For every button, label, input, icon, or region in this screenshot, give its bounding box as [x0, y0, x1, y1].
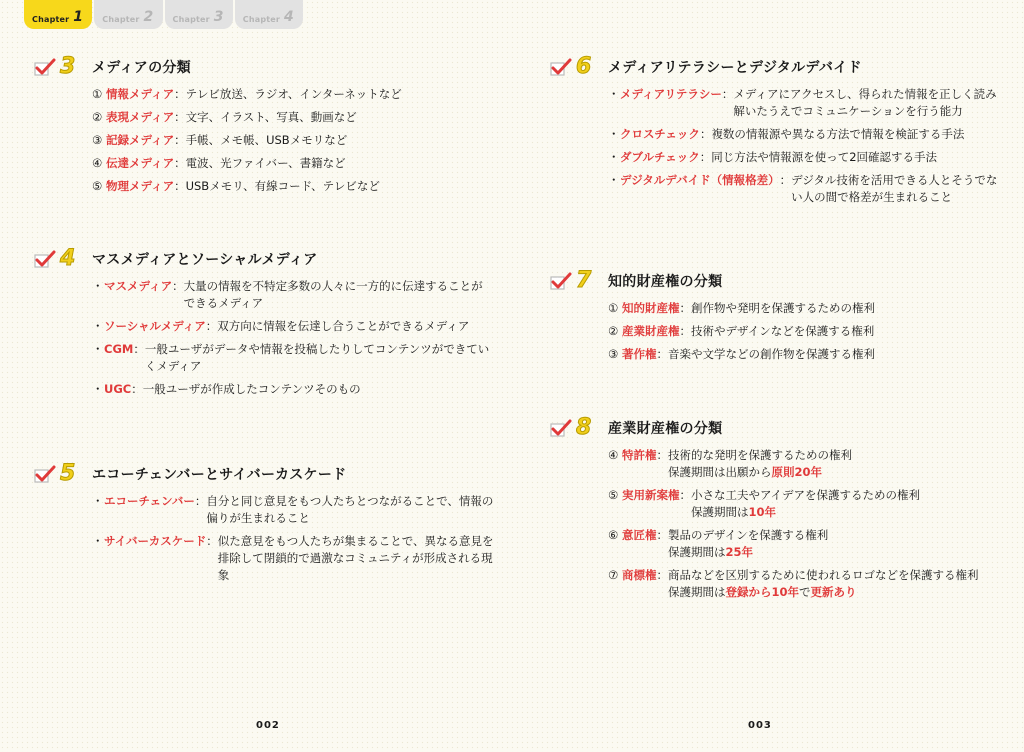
item-colon: ：: [174, 87, 186, 101]
item-colon: ：: [133, 342, 145, 356]
item-term: 著作権: [622, 347, 657, 361]
item-colon: ：: [172, 279, 184, 293]
item-definition: テレビ放送、ラジオ、インターネットなど: [185, 87, 402, 101]
item-definition: 複数の情報源や異なる方法で情報を検証する手法: [711, 127, 965, 141]
section-4: [34, 246, 494, 398]
item-colon: ：: [205, 319, 218, 333]
section-8: [550, 415, 1010, 601]
section-number: 4: [60, 246, 76, 271]
list-item: [92, 109, 494, 126]
item-colon: ：: [174, 179, 186, 193]
item-definition: 音楽や文学などの創作物を保護する権利: [668, 347, 875, 361]
item-marker: ⑤: [608, 488, 619, 502]
item-definition: 文字、イラスト、写真、動画など: [185, 110, 357, 124]
period-value: 10年: [748, 505, 777, 519]
list-item: [92, 381, 494, 398]
list-item: [92, 178, 494, 195]
item-definition-text: 商品などを区別するために使われるロゴなどを保護する権利: [668, 568, 979, 582]
item-colon: ：: [174, 156, 186, 170]
item-term: 産業財産権: [622, 324, 680, 338]
item-marker: ①: [92, 87, 103, 101]
period-value: 25年: [725, 545, 754, 559]
item-marker: ④: [92, 156, 103, 170]
chapter-tabs: [24, 0, 305, 29]
item-definition: 手帳、メモ帳、USBメモリなど: [185, 133, 348, 147]
item-marker: ④: [608, 448, 619, 462]
item-definition: 創作物や発明を保護するための権利: [691, 301, 875, 315]
item-definition: 一般ユーザが作成したコンテンツそのもの: [142, 382, 361, 396]
section-title: マスメディアとソーシャルメディア: [92, 252, 318, 268]
item-term: マスメディア: [104, 279, 173, 293]
tab-label: Chapter: [32, 15, 70, 24]
list-item: [608, 323, 1000, 340]
list-item: [92, 132, 494, 149]
section-7: [550, 268, 1000, 363]
item-colon: ：: [679, 488, 691, 502]
list-item: [92, 341, 494, 375]
period-prefix: 保護期間は: [668, 545, 726, 559]
section-number: 5: [60, 461, 76, 486]
item-colon: ：: [679, 324, 691, 338]
tab-label: Chapter: [172, 15, 210, 24]
item-term: 実用新案権: [622, 488, 680, 502]
checkbox-check-icon: [34, 249, 56, 269]
list-item: [608, 86, 1000, 120]
period-prefix: 保護期間は: [691, 505, 749, 519]
list-item: [608, 300, 1000, 317]
section-5: [34, 461, 494, 584]
tab-number: 3: [213, 9, 224, 25]
item-term: 記録メディア: [106, 133, 175, 147]
item-term: UGC: [104, 382, 132, 396]
item-colon: ：: [206, 534, 218, 548]
list-item: [608, 487, 1010, 521]
section-6: [550, 54, 1000, 206]
item-definition: 双方向に情報を伝達し合うことができるメディア: [217, 319, 470, 333]
period-renewal: 更新あり: [810, 585, 857, 599]
page-number-right: 003: [748, 720, 772, 731]
item-definition: [668, 527, 1010, 561]
period-value: 原則20年: [771, 465, 823, 479]
item-term: 意匠権: [622, 528, 657, 542]
item-colon: ：: [721, 87, 734, 101]
checkbox-check-icon: [34, 464, 56, 484]
item-marker: ⑥: [608, 528, 619, 542]
section-title: メディアリテラシーとデジタルデバイド: [608, 60, 862, 76]
list-item: [608, 126, 1000, 143]
item-colon: ：: [679, 301, 691, 315]
item-definition: メディアにアクセスし、得られた情報を正しく読み解いたうえでコミュニケーションを行う能力: [733, 87, 997, 118]
list-item: [92, 533, 494, 584]
tab-number: 4: [284, 9, 294, 25]
checkbox-check-icon: [550, 418, 572, 438]
section-number: 8: [576, 415, 592, 440]
section-title: 産業財産権の分類: [608, 421, 723, 437]
protection-period: [668, 545, 753, 559]
list-item: [92, 155, 494, 172]
item-bullet: ・: [92, 319, 104, 333]
item-bullet: ・: [92, 382, 104, 396]
item-definition: 似た意見をもつ人たちが集まることで、異なる意見を排除して閉鎖的で過激なコミュニティが形成される現象: [217, 534, 494, 582]
period-prefix: 保護期間は出願から: [668, 465, 772, 479]
item-term: 商標権: [622, 568, 657, 582]
list-item: [92, 493, 494, 527]
list-item: [92, 318, 494, 335]
item-definition: 大量の情報を不特定多数の人々に一方的に伝達することができるメディア: [183, 279, 483, 310]
item-definition: 電波、光ファイバー、書籍など: [185, 156, 346, 170]
section-header: [34, 54, 494, 80]
list-item: [608, 527, 1010, 561]
list-item: [608, 567, 1010, 601]
protection-period: [691, 505, 776, 519]
checkbox-check-icon: [550, 271, 572, 291]
page-number-left: 002: [256, 720, 280, 731]
item-bullet: ・: [608, 173, 620, 187]
checkbox-check-icon: [550, 57, 572, 77]
item-term: 特許権: [622, 448, 657, 462]
item-term: ソーシャルメディア: [104, 319, 206, 333]
item-marker: ②: [608, 324, 619, 338]
item-marker: ⑤: [92, 179, 103, 193]
item-definition: [691, 487, 1010, 521]
item-colon: ：: [699, 127, 712, 141]
item-definition-text: 製品のデザインを保護する権利: [668, 528, 829, 542]
item-term: エコーチェンバー: [104, 494, 195, 508]
list-item: [92, 278, 494, 312]
section-number: 7: [576, 268, 592, 293]
item-colon: ：: [699, 150, 712, 164]
item-marker: ①: [608, 301, 619, 315]
item-colon: ：: [656, 528, 668, 542]
item-colon: ：: [779, 173, 792, 187]
tab-chapter-1[interactable]: [24, 0, 92, 29]
item-definition: USBメモリ、有線コード、テレビなど: [185, 179, 380, 193]
item-term: メディアリテラシー: [620, 87, 722, 101]
item-colon: ：: [131, 382, 143, 396]
section-title: メディアの分類: [92, 60, 191, 76]
section-title: エコーチェンバーとサイバーカスケード: [92, 467, 347, 483]
item-definition-text: 小さな工夫やアイデアを保護するための権利: [691, 488, 920, 502]
tab-chapter-3[interactable]: [165, 0, 233, 29]
tab-chapter-4[interactable]: [235, 0, 303, 29]
item-term: 知的財産権: [622, 301, 680, 315]
item-colon: ：: [174, 133, 186, 147]
list-item: [92, 86, 494, 103]
item-marker: ③: [92, 133, 103, 147]
list-item: [608, 149, 1000, 166]
item-term: デジタルデバイド（情報格差）: [620, 173, 780, 187]
item-term: ダブルチェック: [620, 150, 700, 164]
list-item: [608, 346, 1000, 363]
list-item: [608, 447, 1010, 481]
item-bullet: ・: [608, 127, 620, 141]
item-term: クロスチェック: [620, 127, 700, 141]
item-definition: [668, 567, 1010, 601]
section-header: [34, 246, 494, 272]
item-colon: ：: [194, 494, 207, 508]
item-definition: 同じ方法や情報源を使って2回確認する手法: [711, 150, 938, 164]
item-marker: ⑦: [608, 568, 619, 582]
item-term: 情報メディア: [106, 87, 175, 101]
item-definition-text: 技術的な発明を保護するための権利: [668, 448, 852, 462]
tab-number: 1: [73, 9, 84, 25]
protection-period: [668, 465, 822, 479]
item-colon: ：: [656, 568, 668, 582]
section-header: [550, 54, 1000, 80]
section-number: 3: [60, 54, 76, 79]
item-marker: ②: [92, 110, 103, 124]
item-definition: 自分と同じ意見をもつ人たちとつながることで、情報の偏りが生まれること: [206, 494, 494, 525]
checkbox-check-icon: [34, 57, 56, 77]
period-prefix: 保護期間は: [668, 585, 726, 599]
item-term: サイバーカスケード: [104, 534, 207, 548]
list-item: [608, 172, 1000, 206]
item-term: CGM: [104, 342, 134, 356]
item-bullet: ・: [92, 279, 104, 293]
tab-chapter-2[interactable]: [94, 0, 162, 29]
section-header: [34, 461, 494, 487]
period-value: 登録から10年: [725, 585, 800, 599]
section-title: 知的財産権の分類: [608, 274, 723, 290]
item-bullet: ・: [92, 494, 104, 508]
item-colon: ：: [656, 347, 668, 361]
period-connector: で: [799, 585, 811, 599]
tab-number: 2: [143, 9, 154, 25]
tab-label: Chapter: [102, 15, 140, 24]
tab-label: Chapter: [242, 15, 281, 24]
item-term: 表現メディア: [106, 110, 175, 124]
item-colon: ：: [656, 448, 668, 462]
item-term: 伝達メディア: [106, 156, 175, 170]
item-term: 物理メディア: [106, 179, 175, 193]
item-marker: ③: [608, 347, 619, 361]
section-3: [34, 54, 494, 195]
item-colon: ：: [174, 110, 186, 124]
section-header: [550, 268, 1000, 294]
section-number: 6: [576, 54, 592, 79]
item-definition: 技術やデザインなどを保護する権利: [691, 324, 875, 338]
protection-period: [668, 585, 857, 599]
section-header: [550, 415, 1010, 441]
item-bullet: ・: [92, 342, 104, 356]
item-definition: [668, 447, 1010, 481]
item-definition: デジタル技術を活用できる人とそうでない人の間で格差が生まれること: [791, 173, 998, 204]
item-bullet: ・: [608, 150, 620, 164]
item-bullet: ・: [608, 87, 620, 101]
item-definition: 一般ユーザがデータや情報を投稿したりしてコンテンツができていくメディア: [144, 342, 490, 373]
item-bullet: ・: [92, 534, 104, 548]
